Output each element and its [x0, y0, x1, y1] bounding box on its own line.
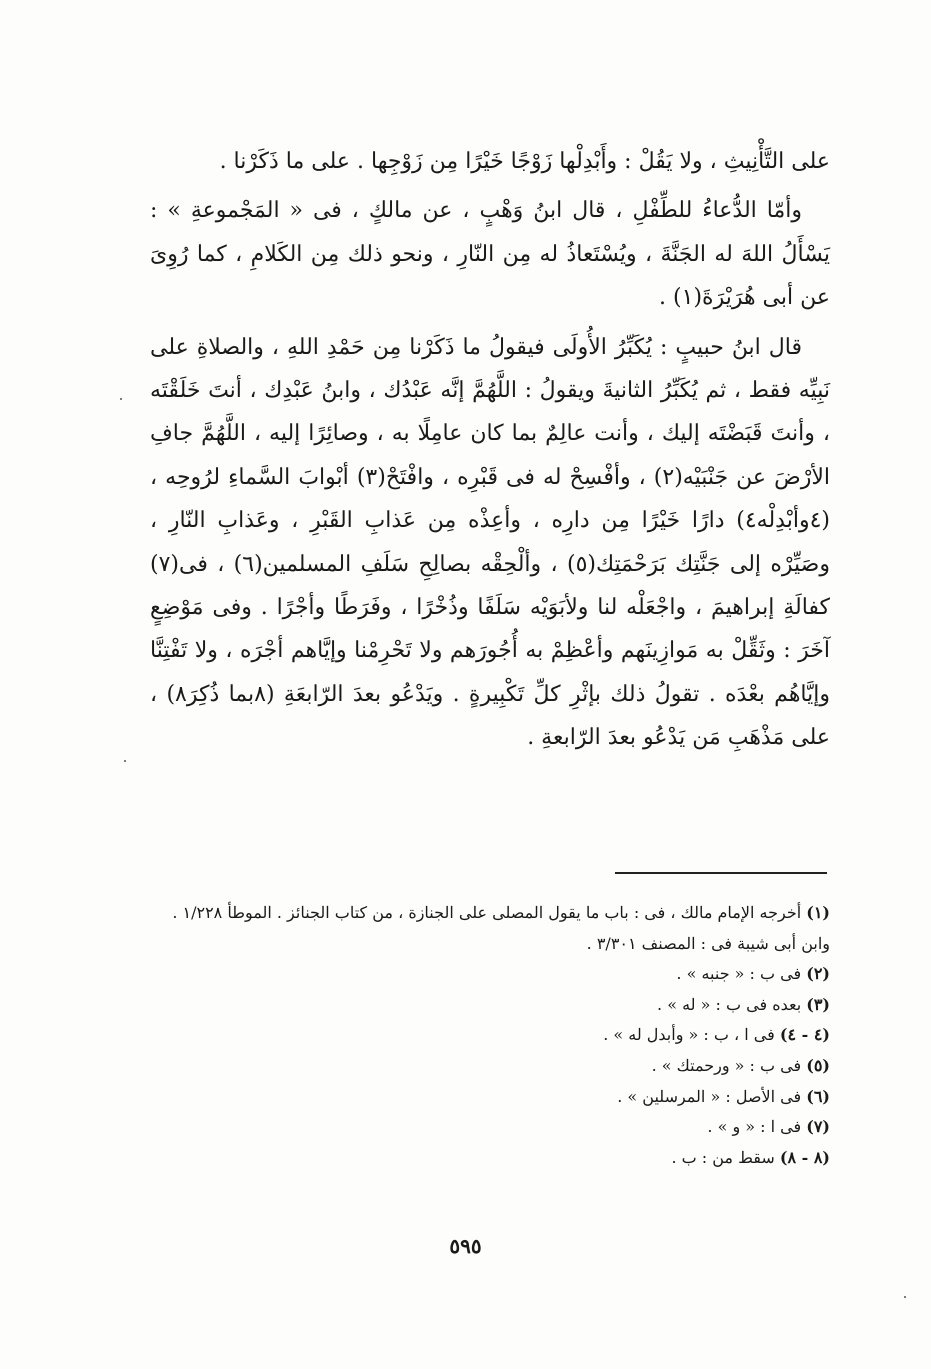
footnote-5 — [150, 1051, 830, 1082]
footnote-text: أخرجه الإمام مالك ، فى : باب ما يقول المصلى على الجنازة ، من كتاب الجنائز . الموطأ ١/٢٢٨ . — [172, 903, 802, 922]
footnote-text: بعده فى ب : « له » . — [657, 994, 802, 1014]
footnote-text: فى ا ، ب : « وأبدل له » . — [603, 1025, 775, 1045]
footnote-number: (٣) — [806, 994, 830, 1014]
page-number: ٥٩٥ — [449, 1234, 482, 1258]
footnote-6 — [150, 1082, 830, 1113]
footnote-7 — [150, 1112, 830, 1143]
footnote-text: وابن أبى شيبة فى : المصنف ٣/٣٠١ . — [586, 933, 830, 953]
footnote-8 — [150, 1143, 830, 1174]
footnote-text: فى الأصل : « المرسلين » . — [617, 1086, 802, 1106]
footnote-number: (٧) — [806, 1117, 830, 1137]
footnote-number: (٨ - ٨) — [779, 1147, 830, 1167]
footnote-text: فى ب : « جنبه » . — [676, 964, 802, 984]
paragraph-1: على التَّأْنِيثِ ، ولا يَقُلْ : وأَبْدِلْها زَوْجًا خَيْرًا مِن زَوْجِها . على ما ذَكَرْنا . — [219, 149, 830, 174]
footnote-4 — [150, 1020, 830, 1051]
footnote-number: (٤ - ٤) — [779, 1025, 830, 1045]
scan-speck — [120, 398, 122, 400]
footnote-number: (٦) — [806, 1086, 830, 1106]
paragraph-3: قال ابنُ حبيبٍ : يُكَبِّرُ الأُولَى فيقولُ ما ذَكَرْنا مِن حَمْدِ اللهِ ، والصلاةِ على نَبِيِّه فقط ، ثم يُكَبِّرُ الثانيةَ ويقولُ : اللَّهُمَّ إنَّه عَبْدُك ، وابنُ عَبْدِك ، أنتَ خَلَقْتَه ، وأنتَ قَبَضْتَه إليك ، وأنت عالِمٌ بما كان عامِلًا به ، وصائِرًا إليه ، اللَّهُمَّ جافِ الأرْضَ عن جَنْبَيْه(٢) ، وأفْسِحْ له فى قَبْرِه ، وافْتَحْ(٣) أبْوابَ السَّماءِ لرُوحِه ، (٤وأبْدِلْه٤) دارًا خَيْرًا مِن دارِه ، وأعِذْه مِن عَذابِ القَبْرِ ، وعَذابِ النّارِ ، وصَيِّرْه إلى جَنَّتِك بَرَحْمَتِك(٥) ، وألْحِقْه بصالِحِ سَلَفِ المسلمين(٦) ، فى(٧) كفالَةِ إبراهيمَ ، واجْعَلْه لنا ولأبَوَيْه سَلَفًا وذُخْرًا ، وفَرَطًا وأجْرًا . وفى مَوْضِعٍ آخَرَ : وثَقِّلْ به مَوازِينَهم وأعْظِمْ به أُجُورَهم ولا تَحْرِمْنا وإيَّاهم أجْرَه ، ولا تَفْتِنَّا وإيَّاهُم بعْدَه . تقولُ ذلك بإثْرِ كلِّ تَكْبِيرةٍ . ويَدْعُو بعدَ الرّابعَةِ (٨بما ذُكِرَ٨) ، على مَذْهَبِ مَن يَدْعُو بعدَ الرّابعةِ . — [150, 334, 830, 751]
scan-speck — [124, 760, 126, 762]
footnote-text: سقط من : ب . — [671, 1147, 775, 1167]
footnote-1-continued — [150, 929, 830, 960]
footnote-text: فى ب : « ورحمتك » . — [651, 1055, 802, 1075]
footnote-1 — [150, 898, 830, 929]
main-text-block — [150, 140, 830, 760]
scan-speck — [904, 1296, 906, 1298]
footnote-number: (٢) — [806, 964, 830, 984]
footnotes-block — [150, 898, 830, 1173]
footnote-divider — [615, 872, 827, 874]
footnote-number: (١) — [806, 903, 830, 922]
footnote-number: (٥) — [806, 1055, 830, 1075]
footnote-3 — [150, 990, 830, 1021]
paragraph-2: وأمّا الدُّعاءُ للطِّفْلِ ، قال ابنُ وَهْبٍ ، عن مالكٍ ، فى « المَجْموعةِ » : يَسْأَلُ اللهَ له الجَنَّةَ ، ويُسْتَعاذُ له مِن النّارِ ، ونحو ذلك مِن الكَلامِ ، كما رُوِىَ عن أبى هُرَيْرَةَ(١) . — [150, 198, 830, 311]
footnote-2 — [150, 959, 830, 990]
footnote-text: فى ا : « و » . — [707, 1117, 802, 1137]
